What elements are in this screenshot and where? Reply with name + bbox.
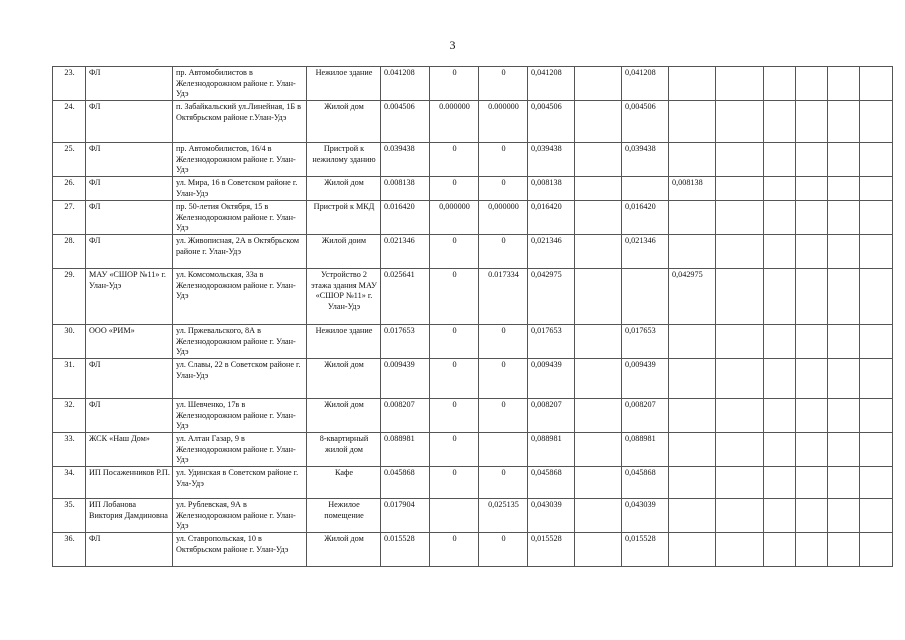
value-cell-7 bbox=[669, 235, 716, 269]
value-cell-1: 0.008207 bbox=[381, 399, 430, 433]
address-cell: пр. Автомобилистов, 16/4 в Железнодорожном районе г. Улан-Удэ bbox=[173, 143, 307, 177]
object-type-cell: Нежилое здание bbox=[307, 325, 381, 359]
object-type-cell: Пристрой к нежилому зданию bbox=[307, 143, 381, 177]
value-cell-2 bbox=[430, 499, 479, 533]
value-cell-5 bbox=[575, 177, 622, 201]
value-cell-4: 0,017653 bbox=[528, 325, 575, 359]
value-cell-10 bbox=[796, 101, 828, 143]
value-cell-3: 0 bbox=[479, 143, 528, 177]
value-cell-8 bbox=[716, 533, 764, 567]
value-cell-8 bbox=[716, 325, 764, 359]
value-cell-10 bbox=[796, 201, 828, 235]
value-cell-10 bbox=[796, 399, 828, 433]
value-cell-8 bbox=[716, 399, 764, 433]
value-cell-4: 0,016420 bbox=[528, 201, 575, 235]
applicant-cell: ФЛ bbox=[86, 201, 173, 235]
value-cell-12 bbox=[860, 533, 893, 567]
value-cell-4: 0,041208 bbox=[528, 67, 575, 101]
value-cell-2: 0,000000 bbox=[430, 201, 479, 235]
value-cell-11 bbox=[828, 533, 860, 567]
value-cell-1: 0.045868 bbox=[381, 467, 430, 499]
value-cell-7 bbox=[669, 399, 716, 433]
value-cell-6: 0,017653 bbox=[622, 325, 669, 359]
value-cell-8 bbox=[716, 201, 764, 235]
row-number: 25. bbox=[53, 143, 86, 177]
value-cell-3: 0 bbox=[479, 325, 528, 359]
value-cell-8 bbox=[716, 499, 764, 533]
value-cell-12 bbox=[860, 101, 893, 143]
row-number: 36. bbox=[53, 533, 86, 567]
value-cell-12 bbox=[860, 499, 893, 533]
value-cell-6: 0,008207 bbox=[622, 399, 669, 433]
value-cell-6: 0,004506 bbox=[622, 101, 669, 143]
address-cell: ул. Славы, 22 в Советском районе г. Улан-Удэ bbox=[173, 359, 307, 399]
row-number: 29. bbox=[53, 269, 86, 325]
value-cell-7: 0,042975 bbox=[669, 269, 716, 325]
table-row bbox=[53, 67, 893, 101]
object-type-cell: Нежилое помещение bbox=[307, 499, 381, 533]
value-cell-12 bbox=[860, 467, 893, 499]
value-cell-3: 0 bbox=[479, 177, 528, 201]
value-cell-7 bbox=[669, 433, 716, 467]
object-type-cell: Жилой дом bbox=[307, 399, 381, 433]
value-cell-4: 0,008207 bbox=[528, 399, 575, 433]
applicant-cell: ФЛ bbox=[86, 67, 173, 101]
value-cell-12 bbox=[860, 359, 893, 399]
value-cell-9 bbox=[764, 325, 796, 359]
value-cell-9 bbox=[764, 143, 796, 177]
applicant-cell: ФЛ bbox=[86, 533, 173, 567]
table-row bbox=[53, 143, 893, 177]
table-row bbox=[53, 101, 893, 143]
value-cell-11 bbox=[828, 177, 860, 201]
value-cell-10 bbox=[796, 143, 828, 177]
row-number: 28. bbox=[53, 235, 86, 269]
value-cell-6: 0,015528 bbox=[622, 533, 669, 567]
value-cell-2: 0 bbox=[430, 269, 479, 325]
value-cell-2: 0 bbox=[430, 143, 479, 177]
value-cell-3: 0,025135 bbox=[479, 499, 528, 533]
value-cell-4: 0,015528 bbox=[528, 533, 575, 567]
value-cell-6: 0,009439 bbox=[622, 359, 669, 399]
value-cell-4: 0,004506 bbox=[528, 101, 575, 143]
row-number: 27. bbox=[53, 201, 86, 235]
value-cell-2: 0 bbox=[430, 235, 479, 269]
value-cell-4: 0,039438 bbox=[528, 143, 575, 177]
value-cell-1: 0.015528 bbox=[381, 533, 430, 567]
value-cell-1: 0.017653 bbox=[381, 325, 430, 359]
table-row bbox=[53, 499, 893, 533]
value-cell-9 bbox=[764, 101, 796, 143]
value-cell-3: 0 bbox=[479, 359, 528, 399]
value-cell-5 bbox=[575, 433, 622, 467]
value-cell-2: 0 bbox=[430, 67, 479, 101]
value-cell-9 bbox=[764, 533, 796, 567]
value-cell-2: 0 bbox=[430, 467, 479, 499]
value-cell-5 bbox=[575, 269, 622, 325]
row-number: 35. bbox=[53, 499, 86, 533]
value-cell-10 bbox=[796, 235, 828, 269]
page-number: 3 bbox=[449, 38, 456, 52]
value-cell-11 bbox=[828, 359, 860, 399]
table-row bbox=[53, 201, 893, 235]
value-cell-9 bbox=[764, 359, 796, 399]
value-cell-4: 0,043039 bbox=[528, 499, 575, 533]
value-cell-3: 0.000000 bbox=[479, 101, 528, 143]
value-cell-8 bbox=[716, 433, 764, 467]
value-cell-7 bbox=[669, 325, 716, 359]
value-cell-12 bbox=[860, 235, 893, 269]
value-cell-10 bbox=[796, 67, 828, 101]
value-cell-1: 0.016420 bbox=[381, 201, 430, 235]
value-cell-9 bbox=[764, 269, 796, 325]
row-number: 30. bbox=[53, 325, 86, 359]
row-number: 33. bbox=[53, 433, 86, 467]
value-cell-8 bbox=[716, 143, 764, 177]
table-row bbox=[53, 269, 893, 325]
object-type-cell: 8-квартирный жилой дом bbox=[307, 433, 381, 467]
object-type-cell: Жилой дом bbox=[307, 359, 381, 399]
value-cell-7 bbox=[669, 467, 716, 499]
value-cell-6: 0,088981 bbox=[622, 433, 669, 467]
value-cell-2: 0 bbox=[430, 533, 479, 567]
address-cell: ул. Ставропольская, 10 в Октябрьском районе г. Улан-Удэ bbox=[173, 533, 307, 567]
value-cell-6: 0,045868 bbox=[622, 467, 669, 499]
object-type-cell: Кафе bbox=[307, 467, 381, 499]
value-cell-9 bbox=[764, 433, 796, 467]
value-cell-3: 0.017334 bbox=[479, 269, 528, 325]
address-cell: ул. Комсомольская, 33а в Железнодорожном районе г. Улан-Удэ bbox=[173, 269, 307, 325]
row-number: 34. bbox=[53, 467, 86, 499]
object-type-cell: Жилой доим bbox=[307, 235, 381, 269]
value-cell-10 bbox=[796, 533, 828, 567]
address-cell: ул. Мира, 16 в Советском районе г. Улан-Удэ bbox=[173, 177, 307, 201]
table-row bbox=[53, 359, 893, 399]
address-cell: ул. Пржевальского, 8А в Железнодорожном районе г. Улан-Удэ bbox=[173, 325, 307, 359]
value-cell-4: 0,021346 bbox=[528, 235, 575, 269]
value-cell-1: 0.017904 bbox=[381, 499, 430, 533]
value-cell-12 bbox=[860, 399, 893, 433]
applicant-cell: ФЛ bbox=[86, 143, 173, 177]
object-type-cell: Пристрой к МКД bbox=[307, 201, 381, 235]
applicant-cell: ФЛ bbox=[86, 399, 173, 433]
value-cell-1: 0.041208 bbox=[381, 67, 430, 101]
value-cell-5 bbox=[575, 499, 622, 533]
value-cell-8 bbox=[716, 101, 764, 143]
value-cell-8 bbox=[716, 269, 764, 325]
table-row bbox=[53, 399, 893, 433]
value-cell-5 bbox=[575, 67, 622, 101]
value-cell-9 bbox=[764, 467, 796, 499]
value-cell-7 bbox=[669, 101, 716, 143]
applicant-cell: ФЛ bbox=[86, 101, 173, 143]
applicant-cell: ФЛ bbox=[86, 359, 173, 399]
value-cell-9 bbox=[764, 235, 796, 269]
value-cell-10 bbox=[796, 269, 828, 325]
value-cell-1: 0.008138 bbox=[381, 177, 430, 201]
value-cell-11 bbox=[828, 467, 860, 499]
value-cell-9 bbox=[764, 201, 796, 235]
value-cell-6: 0,016420 bbox=[622, 201, 669, 235]
value-cell-10 bbox=[796, 177, 828, 201]
value-cell-12 bbox=[860, 177, 893, 201]
value-cell-6: 0,043039 bbox=[622, 499, 669, 533]
value-cell-11 bbox=[828, 269, 860, 325]
value-cell-5 bbox=[575, 359, 622, 399]
value-cell-3: 0 bbox=[479, 235, 528, 269]
address-cell: п. Забайкальский ул.Линейная, 1Б в Октябрьском районе г.Улан-Удэ bbox=[173, 101, 307, 143]
value-cell-1: 0.088981 bbox=[381, 433, 430, 467]
table-row bbox=[53, 533, 893, 567]
value-cell-2: 0 bbox=[430, 325, 479, 359]
value-cell-5 bbox=[575, 325, 622, 359]
value-cell-2: 0 bbox=[430, 359, 479, 399]
value-cell-2: 0 bbox=[430, 177, 479, 201]
value-cell-9 bbox=[764, 499, 796, 533]
value-cell-6 bbox=[622, 269, 669, 325]
value-cell-12 bbox=[860, 143, 893, 177]
value-cell-4: 0,045868 bbox=[528, 467, 575, 499]
value-cell-7 bbox=[669, 143, 716, 177]
value-cell-11 bbox=[828, 101, 860, 143]
value-cell-2: 0 bbox=[430, 433, 479, 467]
value-cell-11 bbox=[828, 67, 860, 101]
value-cell-11 bbox=[828, 201, 860, 235]
value-cell-1: 0.039438 bbox=[381, 143, 430, 177]
value-cell-4: 0,088981 bbox=[528, 433, 575, 467]
value-cell-7 bbox=[669, 359, 716, 399]
applicant-cell: ФЛ bbox=[86, 235, 173, 269]
value-cell-7: 0,008138 bbox=[669, 177, 716, 201]
address-cell: пр. Автомобилистов в Железнодорожном районе г. Улан-Удэ bbox=[173, 67, 307, 101]
value-cell-5 bbox=[575, 533, 622, 567]
table-row bbox=[53, 235, 893, 269]
applicant-cell: ЖСК «Наш Дом» bbox=[86, 433, 173, 467]
applicant-cell: ФЛ bbox=[86, 177, 173, 201]
applicant-cell: МАУ «СШОР №11» г. Улан-Удэ bbox=[86, 269, 173, 325]
value-cell-5 bbox=[575, 101, 622, 143]
value-cell-9 bbox=[764, 399, 796, 433]
value-cell-1: 0.004506 bbox=[381, 101, 430, 143]
value-cell-6: 0,039438 bbox=[622, 143, 669, 177]
value-cell-11 bbox=[828, 399, 860, 433]
value-cell-10 bbox=[796, 359, 828, 399]
value-cell-11 bbox=[828, 433, 860, 467]
address-cell: ул. Алтан Газар, 9 в Железнодорожном районе г. Улан-Удэ bbox=[173, 433, 307, 467]
value-cell-3: 0,000000 bbox=[479, 201, 528, 235]
value-cell-6 bbox=[622, 177, 669, 201]
value-cell-6: 0,041208 bbox=[622, 67, 669, 101]
table-body bbox=[53, 67, 893, 567]
address-cell: ул. Удинская в Советском районе г. Ула-Удэ bbox=[173, 467, 307, 499]
value-cell-5 bbox=[575, 201, 622, 235]
value-cell-7 bbox=[669, 533, 716, 567]
row-number: 32. bbox=[53, 399, 86, 433]
value-cell-11 bbox=[828, 143, 860, 177]
value-cell-5 bbox=[575, 467, 622, 499]
value-cell-11 bbox=[828, 499, 860, 533]
address-cell: ул. Рублевская, 9А в Железнодорожном районе г. Улан-Удэ bbox=[173, 499, 307, 533]
object-type-cell: Жилой дом bbox=[307, 177, 381, 201]
value-cell-11 bbox=[828, 235, 860, 269]
object-type-cell: Жилой дом bbox=[307, 101, 381, 143]
row-number: 26. bbox=[53, 177, 86, 201]
value-cell-7 bbox=[669, 499, 716, 533]
value-cell-10 bbox=[796, 433, 828, 467]
value-cell-8 bbox=[716, 235, 764, 269]
value-cell-8 bbox=[716, 359, 764, 399]
value-cell-7 bbox=[669, 67, 716, 101]
value-cell-1: 0.009439 bbox=[381, 359, 430, 399]
value-cell-4: 0,008138 bbox=[528, 177, 575, 201]
value-cell-2: 0.000000 bbox=[430, 101, 479, 143]
value-cell-10 bbox=[796, 467, 828, 499]
value-cell-8 bbox=[716, 177, 764, 201]
value-cell-10 bbox=[796, 499, 828, 533]
value-cell-3: 0 bbox=[479, 67, 528, 101]
value-cell-6: 0,021346 bbox=[622, 235, 669, 269]
table-row bbox=[53, 325, 893, 359]
value-cell-3 bbox=[479, 433, 528, 467]
value-cell-5 bbox=[575, 399, 622, 433]
address-cell: ул. Живописная, 2А в Октябрьском районе г. Улан-Удэ bbox=[173, 235, 307, 269]
value-cell-10 bbox=[796, 325, 828, 359]
value-cell-1: 0.021346 bbox=[381, 235, 430, 269]
address-cell: ул. Шевченко, 17в в Железнодорожном районе г. Улан-Удэ bbox=[173, 399, 307, 433]
value-cell-1: 0.025641 bbox=[381, 269, 430, 325]
value-cell-12 bbox=[860, 433, 893, 467]
value-cell-2: 0 bbox=[430, 399, 479, 433]
objects-table bbox=[52, 66, 893, 567]
value-cell-12 bbox=[860, 269, 893, 325]
object-type-cell: Жилой дом bbox=[307, 533, 381, 567]
value-cell-8 bbox=[716, 67, 764, 101]
value-cell-3: 0 bbox=[479, 467, 528, 499]
address-cell: пр. 50-летия Октября, 15 в Железнодорожном районе г. Улан-Удэ bbox=[173, 201, 307, 235]
value-cell-4: 0,009439 bbox=[528, 359, 575, 399]
table-row bbox=[53, 433, 893, 467]
table-row bbox=[53, 177, 893, 201]
value-cell-12 bbox=[860, 325, 893, 359]
value-cell-5 bbox=[575, 235, 622, 269]
value-cell-9 bbox=[764, 177, 796, 201]
object-type-cell: Устройство 2 этажа здания МАУ «СШОР №11» г. Улан-Удэ bbox=[307, 269, 381, 325]
applicant-cell: ИП Посаженников Р.П. bbox=[86, 467, 173, 499]
applicant-cell: ИП Лобанова Виктория Дамдиновна bbox=[86, 499, 173, 533]
value-cell-9 bbox=[764, 67, 796, 101]
object-type-cell: Нежилое здание bbox=[307, 67, 381, 101]
value-cell-3: 0 bbox=[479, 399, 528, 433]
value-cell-5 bbox=[575, 143, 622, 177]
value-cell-3: 0 bbox=[479, 533, 528, 567]
value-cell-12 bbox=[860, 67, 893, 101]
row-number: 23. bbox=[53, 67, 86, 101]
value-cell-4: 0,042975 bbox=[528, 269, 575, 325]
table-row bbox=[53, 467, 893, 499]
applicant-cell: ООО «РИМ» bbox=[86, 325, 173, 359]
row-number: 24. bbox=[53, 101, 86, 143]
value-cell-8 bbox=[716, 467, 764, 499]
row-number: 31. bbox=[53, 359, 86, 399]
value-cell-11 bbox=[828, 325, 860, 359]
value-cell-7 bbox=[669, 201, 716, 235]
value-cell-12 bbox=[860, 201, 893, 235]
